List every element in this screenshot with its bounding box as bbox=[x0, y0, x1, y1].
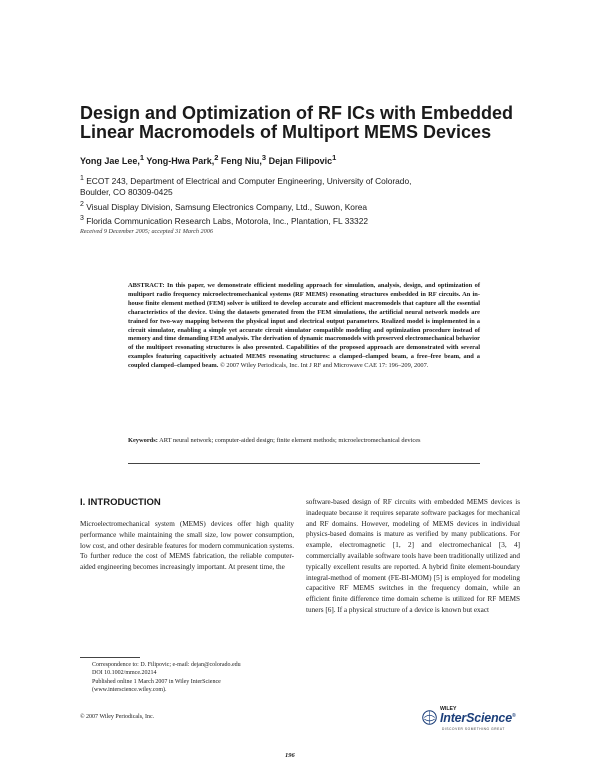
author-name: Dejan Filipovic bbox=[268, 156, 333, 166]
affiliation-item bbox=[80, 199, 540, 213]
affiliation-mark: 3 bbox=[80, 215, 84, 223]
publisher-logo bbox=[422, 706, 522, 736]
author-name: Yong Jae Lee, bbox=[80, 156, 140, 166]
affiliation-mark: 2 bbox=[80, 200, 84, 208]
author-affiliation-mark: 1 bbox=[332, 153, 337, 162]
footnote-divider bbox=[80, 657, 140, 658]
abstract-citation: © 2007 Wiley Periodicals, Inc. Int J RF and Microwave CAE 17: 196–209, 2007. bbox=[219, 362, 429, 370]
correspondence-line: Correspondence to: D. Filipovic; e-mail: dejan@colorado.edu bbox=[92, 662, 241, 668]
published-line: Published online 1 March 2007 in Wiley InterScience (www.interscience.wiley.com). bbox=[92, 678, 221, 694]
logo-brand: WILEY bbox=[440, 706, 457, 712]
author-name: Feng Niu, bbox=[220, 156, 262, 166]
page-number: 196 bbox=[285, 752, 295, 759]
affiliation-item bbox=[80, 173, 540, 187]
affiliation-item-cont: Boulder, CO 80309-0425 bbox=[80, 187, 173, 198]
intro-paragraph: Microelectromechanical system (MEMS) devices offer high quality performance while maintaining the small size, low power consumption, low cost, and other desirable features for modern communication systems. To further reduce the cost of MEMS fabrication, the reliable computer-aided engineering becomes increasingly important. At present time, the bbox=[80, 520, 294, 572]
affiliation-mark: 1 bbox=[80, 175, 84, 182]
abstract bbox=[128, 282, 480, 371]
abstract-label: ABSTRACT: bbox=[128, 282, 165, 289]
affiliation-text: Florida Communication Research Labs, Motorola, Inc., Plantation, FL 33322 bbox=[86, 215, 369, 226]
wiley-globe-icon bbox=[422, 710, 437, 725]
doi-line: DOI 10.1002/mmce.20214 bbox=[92, 670, 157, 677]
author-affiliation-mark: 1 bbox=[139, 153, 145, 162]
section-heading: I. INTRODUCTION bbox=[80, 497, 161, 508]
correspondence-footnote bbox=[80, 661, 294, 695]
author-affiliation-mark: 3 bbox=[261, 153, 267, 162]
received-dates: Received 9 December 2005; accepted 31 March 2006 bbox=[80, 228, 213, 235]
paper-title: Design and Optimization of RF ICs with Embedded Linear Macromodels of Multiport MEMS Devices bbox=[80, 103, 514, 142]
author-affiliation-mark: 2 bbox=[214, 153, 219, 162]
keywords bbox=[128, 437, 480, 446]
author-list bbox=[80, 153, 336, 166]
logo-tagline: DISCOVER SOMETHING GREAT bbox=[442, 727, 505, 731]
logo-wordmark-text: InterScience bbox=[440, 711, 512, 725]
affiliation-text: Visual Display Division, Samsung Electronics Company, Ltd., Suwon, Korea bbox=[86, 201, 368, 212]
logo-registered-mark: ® bbox=[511, 712, 516, 719]
abstract-body: In this paper, we demonstrate efficient modeling approach for simulation, analysis, design, and optimization of multiport radio frequency microelectromechanical systems (RF MEMS) resonating structures embedded in RF circuits. An in-house finite element method (FEM) solver is utilized to develop accurate and efficient macromodels that capture all the essential characteristics of the device. Using the datasets generated from the FEM simulations, the artificial neural network models are trained for two-way mapping between the physical input and electrical output parameters. Realized model is implemented in a circuit simulator, enabling a simple yet accurate circuit simulator compatible modeling and optimization procedure instead of memory and time demanding FEM analysis. The derivation of dynamic macromodels with preserved electromechanical behavior of the multiport resonating structures is also presented. Capabilities of the proposed approach are demonstrated with several examples featuring capacitively actuated MEMS resonating structures: a clamped–clamped beam, a free–free beam, and a coupled clamped–clamped beam. bbox=[128, 282, 480, 370]
abstract-divider bbox=[128, 463, 480, 464]
affiliation-list bbox=[80, 173, 540, 227]
keywords-label: Keywords: bbox=[128, 437, 158, 444]
author-name: Yong-Hwa Park, bbox=[146, 156, 215, 166]
affiliation-text: ECOT 243, Department of Electrical and Computer Engineering, University of Colorado, bbox=[86, 175, 412, 186]
keywords-text: ART neural network; computer-aided design; finite element methods; microelectromechanical devices bbox=[159, 437, 421, 444]
copyright-notice: © 2007 Wiley Periodicals, Inc. bbox=[80, 714, 155, 720]
affiliation-item bbox=[80, 213, 540, 227]
column-two-text: software-based design of RF circuits with embedded MEMS devices is inadequate because it requires separate software packages for mechanical and RF domains. However, modeling of MEMS devices in individual physics-based domains is mature as verified by many publications. For example, electromagnetic [1, 2] and electromechanical [3, 4] commercially available software tools have been traditionally utilized and typically excellent results are reported. A hybrid finite element-boundary integral-method of moment (FE-BI-MOM) [5] is employed for modeling capacitive RF MEMS switches in the frequency domain, while an efficient finite difference time domain scheme is utilized for RF MEMS tuners [6]. If a physical structure of a device is known but exact bbox=[306, 498, 520, 614]
logo-wordmark bbox=[440, 711, 515, 725]
